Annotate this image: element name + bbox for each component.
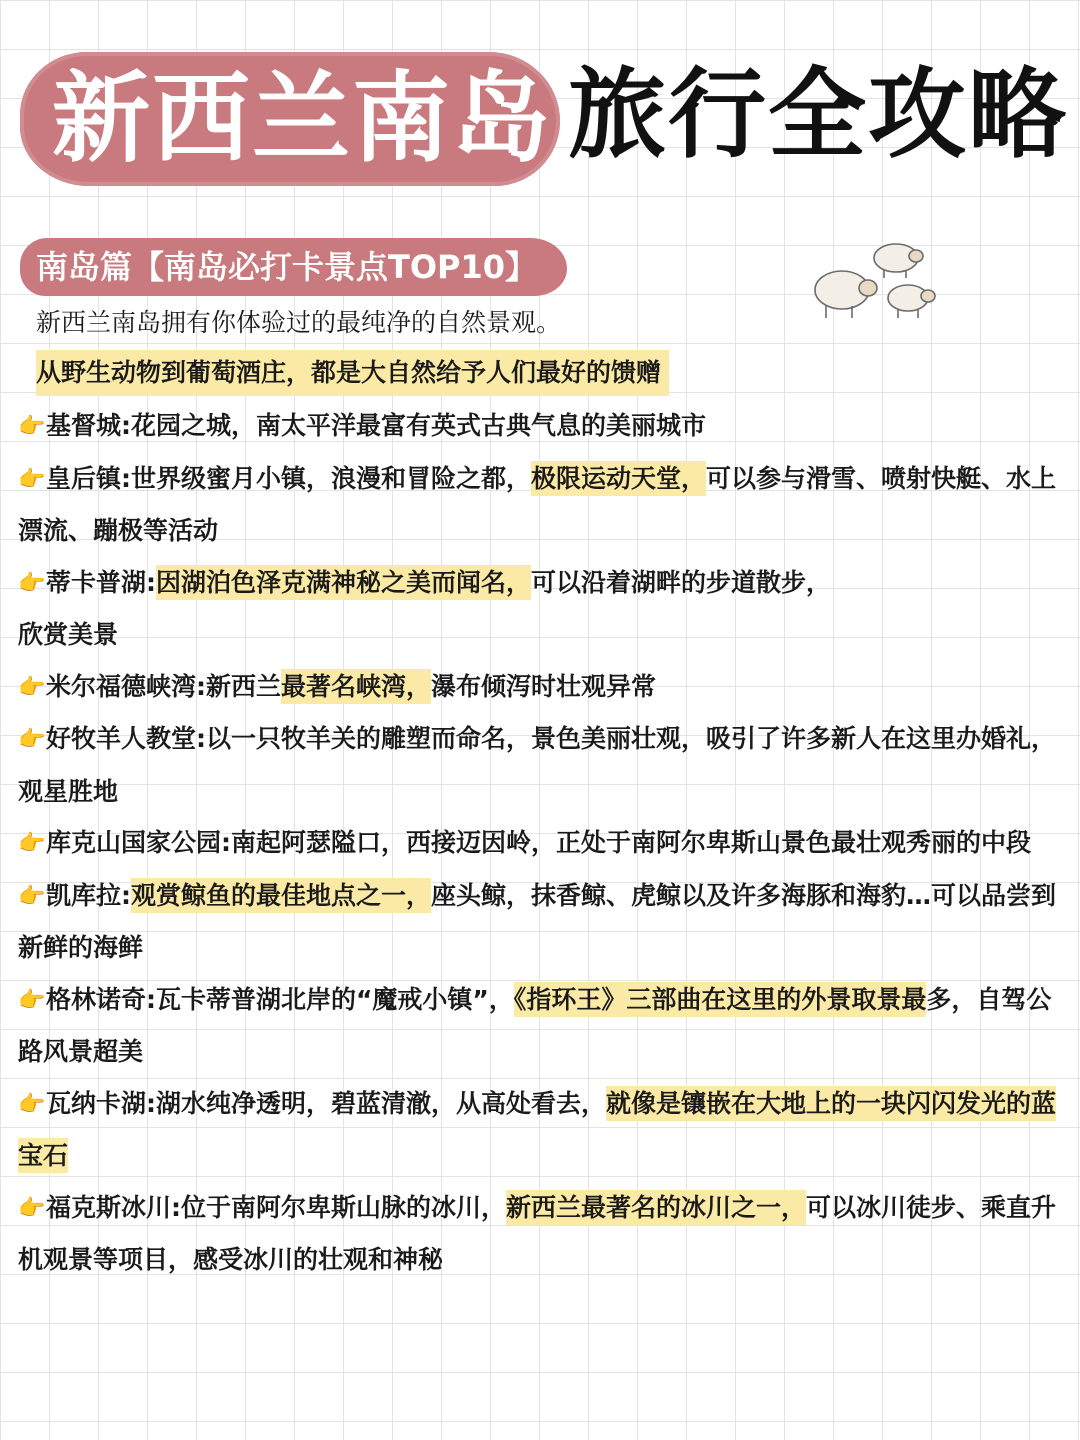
pointing-hand-icon: 👉 (18, 727, 46, 752)
list-item (18, 557, 838, 661)
item-text-after: 可以冰川徒步、乘直升机观景等项目，感受冰川的壮观和神秘 (18, 1192, 1057, 1274)
pointing-hand-icon: 👉 (18, 466, 46, 492)
item-highlight: 新西兰最著名的冰川之一， (506, 1190, 806, 1225)
list-item (18, 661, 1058, 714)
item-text-after: 多，自驾公路风景超美 (18, 984, 1052, 1066)
item-highlight: 就像是镶嵌在大地上的一块闪闪发光的蓝宝石 (18, 1086, 1056, 1174)
item-text-after: 瀑布倾泻时壮观异常 (431, 671, 657, 701)
intro-line-1: 新西兰南岛拥有你体验过的最纯净的自然景观。 (36, 308, 562, 337)
item-text: 南起阿瑟隘口，西接迈因岭，正处于南阿尔卑斯山景色最壮观秀丽的中段 (231, 828, 1032, 857)
item-text: 以一只牧羊关的雕塑而命名，景色美丽壮观，吸引了许多新人在这里办婚礼，观星胜地 (18, 724, 1057, 806)
list-item (18, 400, 1058, 453)
item-text: 新西兰 (206, 671, 282, 701)
item-text-after: 座头鲸，抹香鲸、虎鲸以及许多海豚和海豹…可以品尝到新鲜的海鲜 (18, 880, 1057, 962)
list-item (18, 870, 1058, 974)
pointing-hand-icon: 👉 (18, 414, 46, 439)
title-banner (20, 48, 1070, 188)
pointing-hand-icon: 👉 (18, 674, 46, 700)
item-name: 福克斯冰川: (46, 1192, 181, 1222)
intro (36, 300, 796, 396)
intro-line-2: 从野生动物到葡萄酒庄，都是大自然给予人们最好的馈赠 (36, 350, 669, 396)
item-name: 凯库拉: (46, 880, 131, 910)
item-text-after: 可以沿着湖畔的步道散步，欣赏美景 (18, 567, 832, 649)
item-text: 世界级蜜月小镇，浪漫和冒险之都， (131, 463, 532, 493)
title-part2: 旅行全攻略 (568, 58, 1069, 172)
pointing-hand-icon: 👉 (18, 1091, 46, 1117)
item-name: 蒂卡普湖: (46, 567, 156, 597)
pointing-hand-icon: 👉 (18, 883, 46, 909)
list-item (18, 1182, 1058, 1286)
list-item (18, 974, 1058, 1078)
item-name: 格林诺奇: (46, 984, 156, 1014)
item-text: 花园之城，南太平洋最富有英式古典气息的美丽城市 (131, 411, 707, 440)
title-part1: 新西兰南岛 (52, 62, 553, 176)
item-name: 皇后镇: (46, 463, 131, 493)
list-item (18, 453, 1058, 557)
item-highlight: 《指环王》三部曲在这里的外景取景最 (514, 982, 927, 1017)
pointing-hand-icon: 👉 (18, 831, 46, 856)
item-name: 米尔福德峡湾: (46, 671, 206, 701)
item-highlight: 观赏鲸鱼的最佳地点之一， (131, 878, 431, 913)
item-highlight: 最著名峡湾， (281, 669, 431, 704)
item-name: 库克山国家公园: (46, 828, 231, 857)
item-name: 基督城: (46, 411, 131, 440)
sheep-icon (808, 236, 948, 326)
list-item (18, 817, 1058, 870)
item-name: 瓦纳卡湖: (46, 1088, 156, 1118)
item-text: 位于南阿尔卑斯山脉的冰川， (181, 1192, 507, 1222)
item-text-after: 可以参与滑雪、喷射快艇、水上漂流、蹦极等活动 (18, 463, 1057, 545)
pointing-hand-icon: 👉 (18, 987, 46, 1013)
item-highlight: 因湖泊色泽克满神秘之美而闻名， (156, 565, 531, 600)
section-label: 南岛篇【南岛必打卡景点TOP10】 (20, 238, 567, 296)
pointing-hand-icon: 👉 (18, 1195, 46, 1221)
list-item (18, 1078, 1058, 1182)
item-name: 好牧羊人教堂: (46, 724, 206, 753)
pointing-hand-icon: 👉 (18, 570, 46, 596)
attraction-list (18, 400, 1058, 1286)
item-text: 湖水纯净透明，碧蓝清澈，从高处看去， (156, 1088, 607, 1118)
item-text: 瓦卡蒂普湖北岸的“魔戒小镇”， (156, 984, 514, 1014)
item-highlight: 极限运动天堂， (531, 461, 706, 496)
list-item (18, 713, 1058, 817)
